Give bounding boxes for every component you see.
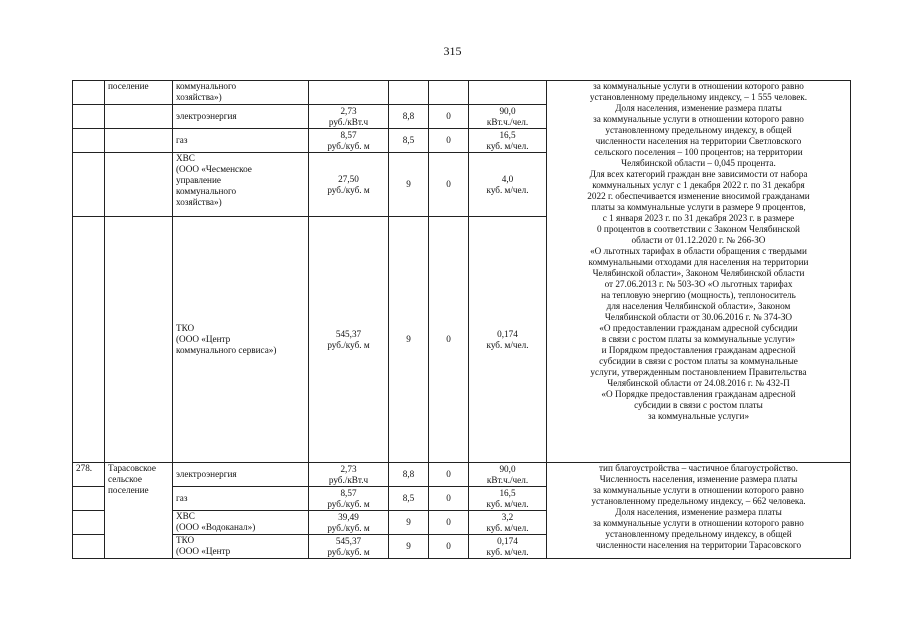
tariff-cell: 8,57 руб./куб. м: [309, 487, 389, 511]
index-cell: 9: [389, 153, 429, 217]
note-cell: за коммунальные услуги в отношении которого равно установленному предельному индексу, – 1 555 человек. Доля населения, изменение размера платы за коммунальные услуги в отношении которого равно установленному предельному индексу, в общей численности населения на территории Светловского сельского поселения – 100 процентов; на территории Челябинской области – 0,045 процента. Для всех категорий граждан вне зависимости от набора коммунальных услуг с 1 декабря 2022 г. по 31 декабря 2022 г. обеспечивается изменение вносимой гражданами платы за коммунальные услуги в размере 9 процентов, с 1 января 2023 г. по 31 декабря 2023 г. в размере 0 процентов в соответствии с Законом Челябинской области от 01.12.2020 г. № 266-ЗО «О льготных тарифах в области обращения с твердыми коммунальными отходами для населения на территории Челябинской области», Законом Челябинской области от 27.06.2013 г. № 503-ЗО «О льготных тарифах на тепловую энергию (мощность), теплоноситель для населения Челябинской области», Законом Челябинской области от 30.06.2016 г. № 374-ЗО «О предоставлении гражданам адресной субсидии в связи с ростом платы за коммунальные услуги» и Порядком предоставления гражданам адресной субсидии в связи с ростом платы за коммунальные услуги, утвержденным постановлением Правительства Челябинской области от 24.08.2016 г. № 432-П «О Порядке предоставления гражданам адресной субсидии в связи с ростом платы за коммунальные услуги»: [547, 81, 851, 463]
service-cell: коммунального хозяйства»): [173, 81, 309, 105]
tariff-cell: 2,73 руб./кВт.ч: [309, 105, 389, 129]
norm-cell: 16,5 куб. м/чел.: [469, 129, 547, 153]
service-cell: ХВС (ООО «Водоканал»): [173, 511, 309, 535]
index-cell: 8,5: [389, 487, 429, 511]
zero-cell: 0: [429, 487, 469, 511]
norm-cell: 4,0 куб. м/чел.: [469, 153, 547, 217]
index-cell: 8,5: [389, 129, 429, 153]
row-number: 278.: [73, 463, 105, 487]
zero-cell: 0: [429, 511, 469, 535]
index-cell: 8,8: [389, 105, 429, 129]
zero-cell: 0: [429, 105, 469, 129]
settlement-cell: поселение: [105, 81, 173, 105]
service-cell: электроэнергия: [173, 105, 309, 129]
index-cell: 8,8: [389, 463, 429, 487]
norm-cell: [469, 81, 547, 105]
norm-cell: 3,2 куб. м/чел.: [469, 511, 547, 535]
index-cell: 9: [389, 511, 429, 535]
zero-cell: 0: [429, 153, 469, 217]
service-cell: ХВС (ООО «Чесменское управление коммунального хозяйства»): [173, 153, 309, 217]
norm-cell: 16,5 куб. м/чел.: [469, 487, 547, 511]
service-cell: ТКО (ООО «Центр: [173, 535, 309, 559]
service-cell: газ: [173, 487, 309, 511]
zero-cell: 0: [429, 129, 469, 153]
index-cell: [389, 81, 429, 105]
tariff-table: [72, 80, 851, 559]
service-cell: газ: [173, 129, 309, 153]
table-row: [73, 463, 851, 487]
zero-cell: 0: [429, 535, 469, 559]
norm-cell: 90,0 кВт.ч./чел.: [469, 463, 547, 487]
tariff-cell: 27,50 руб./куб. м: [309, 153, 389, 217]
page-number: 315: [443, 44, 462, 58]
note-cell: тип благоустройства – частичное благоустройство. Численность населения, изменение размера платы за коммунальные услуги в отношении которого равно установленному предельному индексу, – 662 человека. Доля населения, изменение размера платы за коммунальные услуги в отношении которого равно установленному предельному индексу, в общей численности населения на территории Тарасовского: [547, 463, 851, 559]
index-cell: 9: [389, 535, 429, 559]
norm-cell: 90,0 кВт.ч./чел.: [469, 105, 547, 129]
zero-cell: 0: [429, 217, 469, 463]
tariff-cell: 2,73 руб./кВт.ч: [309, 463, 389, 487]
zero-cell: [429, 81, 469, 105]
table-row: [73, 81, 851, 105]
service-cell: электроэнергия: [173, 463, 309, 487]
tariff-cell: [309, 81, 389, 105]
tariff-cell: 39,49 руб./куб. м: [309, 511, 389, 535]
tariff-cell: 8,57 руб./куб. м: [309, 129, 389, 153]
index-cell: 9: [389, 217, 429, 463]
tariff-cell: 545,37 руб./куб. м: [309, 535, 389, 559]
norm-cell: 0,174 куб. м/чел.: [469, 535, 547, 559]
tariff-cell: 545,37 руб./куб. м: [309, 217, 389, 463]
zero-cell: 0: [429, 463, 469, 487]
settlement-cell: Тарасовское сельское поселение: [105, 463, 173, 559]
norm-cell: 0,174 куб. м/чел.: [469, 217, 547, 463]
row-number: [73, 81, 105, 105]
service-cell: ТКО (ООО «Центр коммунального сервиса»): [173, 217, 309, 463]
